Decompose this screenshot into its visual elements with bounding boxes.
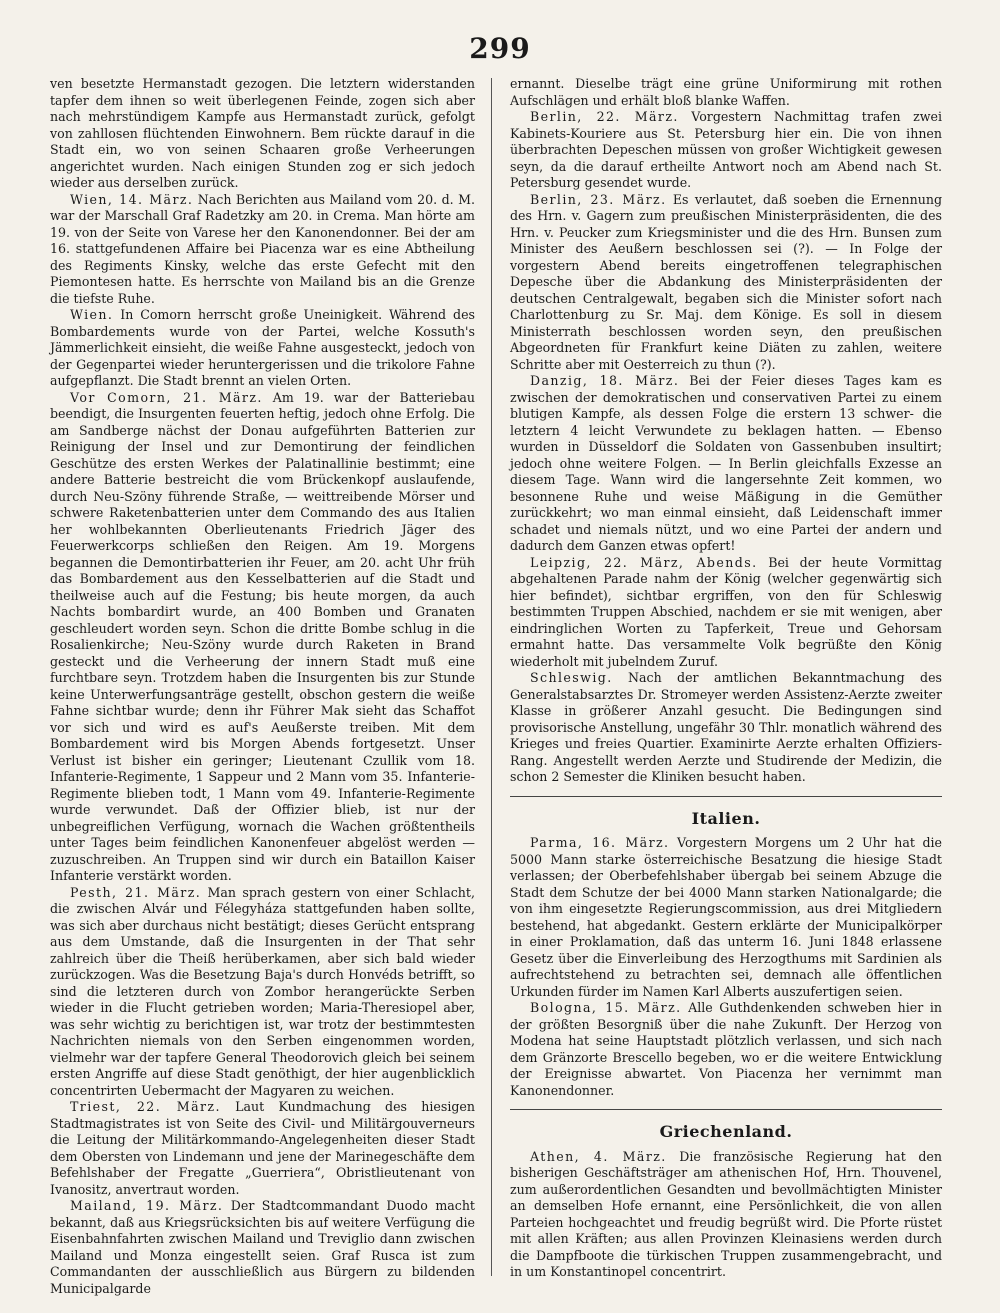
left-column	[50, 76, 475, 1297]
section-rule	[510, 796, 942, 797]
article-dateline: Triest, 22. März.	[70, 1099, 221, 1114]
article-text: Man sprach gestern von einer Schlacht, die zwischen Alvár und Félegyháza stattgefunden haben sollte, was sich aber durchaus nicht bestätigt; dieses Gerücht entsprang aus dem Umstande, daß die Insurgenten in der That sehr zahlreich über die Theiß herüberkamen, aber sich bald wieder zurückzogen. Was die Besetzung Baja's durch Honvéds betrifft, so sind die letzteren durch von Zombor herangerückte Serben wieder in die Flucht getrieben worden; Maria-Theresiopel aber, was sehr wichtig zu berichtigen ist, war trotz der bestimmtesten Nachrichten niemals von den Serben eingenommen worden, vielmehr war der tapfere General Theodorovich gleich bei seinem ersten Angriffe auf diese Stadt genöthigt, der hier augenblicklich concentrirten Uebermacht der Magyaren zu weichen.	[50, 884, 475, 1098]
right-column	[510, 76, 942, 1281]
article-dateline: Bologna, 15. März.	[530, 1000, 682, 1015]
article-dateline: Mailand, 19. März.	[70, 1198, 224, 1213]
article-dateline: Parma, 16. März.	[530, 835, 670, 850]
article	[510, 76, 942, 109]
article-text: Die französische Regierung hat den bisherigen Geschäftsträger am athenischen Hof, Hrn. Thouvenel, zum außerordentlichen Gesandten und bevollmächtigten Minister an demselben Hofe ernannt, eine Persönlichkeit, die von allen Parteien hochgeachtet und freudig begrüßt wird. Die Pforte rüstet mit allen Kräften; aus allen Provinzen Kleinasiens werden durch die Dampfboote die türkischen Truppen zusammengebracht, und in um Konstantinopel concentrirt.	[510, 1148, 942, 1279]
article	[510, 555, 942, 671]
article-text: Bei der Feier dieses Tages kam es zwischen der demokratischen und conservativen Partei zu einem blutigen Kampfe, als dessen Folge die erstern 13 schwer- die letztern 4 leicht Verwundete zu beklagen hatten. — Ebenso wurden in Düsseldorf die Soldaten von Gassenbuben insultirt; jedoch ohne weitere Folgen. — In Berlin gleichfalls Exzesse an diesem Tage. Wann wird die langersehnte Zeit kommen, wo besonnene Ruhe und weise Mäßigung in die Gemüther zurückkehrt; wo man einmal einsieht, daß Leidenschaft immer schadet und niemals nützt, und wo eine Partei der andern und dadurch dem Ganzen etwas opfert!	[510, 373, 942, 553]
article-dateline: Wien, 14. März.	[70, 191, 194, 207]
article	[510, 373, 942, 555]
section-heading-griechenland: Griechenland.	[659, 1122, 793, 1141]
page-number: 299	[469, 32, 531, 65]
article	[50, 390, 475, 885]
article	[50, 1198, 475, 1297]
article	[510, 670, 942, 786]
article-text: Nach der amtlichen Bekanntmachung des Generalstabsarztes Dr. Stromeyer werden Assistenz-Aerzte zweiter Klasse in größerer Anzahl gesucht. Die Bedingungen sind provisorische Anstellung, ungefähr 30 Thlr. monatlich während des Krieges und freies Quartier. Examinirte Aerzte erhalten Offiziers-Rang. Angestellt werden Aerzte und Studirende der Medizin, die schon 2 Semester die Kliniken besucht haben.	[510, 670, 942, 784]
article-dateline: Schleswig.	[530, 670, 613, 685]
article-text: ernannt. Dieselbe trägt eine grüne Uniformirung mit rothen Aufschlägen und erhält bloß blanke Waffen.	[510, 76, 942, 108]
article-text: In Comorn herrscht große Uneinigkeit. Während des Bombardements wurde von der Partei, welche Kossuth's Jämmerlichkeit einsieht, die weiße Fahne ausgesteckt, jedoch von der Gegenpartei wieder heruntergerissen und die trikolore Fahne aufgepflanzt. Die Stadt brennt an vielen Orten.	[50, 307, 475, 388]
article-text: Am 19. war der Batteriebau beendigt, die Insurgenten feuerten heftig, jedoch ohne Erfolg. Die am Sandberge nächst der Donau aufgeführten Batterien zur Reinigung der Insel und zur Demontirung der feindlichen Geschütze des ersten Werkes der Palatinallinie bestimmt; eine andere Batterie bestreicht die vom Brückenkopf auslaufende, durch Neu-Szöny führende Straße, — weittreibende Mörser und schwere Raketenbatterien unter dem Commando des aus Italien her wohlbekannten Oberlieutenants Friedrich Jäger des Feuerwerkcorps schließen den Reigen. Am 19. Morgens begannen die Demontirbatterien ihr Feuer, am 20. acht Uhr früh das Bombardement aus den Kesselbatterien auf die Stadt und theilweise auch auf die Festung; bis heute morgen, da auch Nachts bombardirt wurde, an 400 Bomben und Granaten geschleudert worden seyn. Schon die dritte Bombe schlug in die Rosalienkirche; Neu-Szöny wurde durch Raketen in Brand gesteckt und die Verheerung der innern Stadt muß eine furchtbare seyn. Trotzdem haben die Insurgenten bis zur Stunde keine Unterwerfungsanträge gestellt, obschon gestern die weiße Fahne sichtbar wurde; denn ihr Führer Mak sieht das Schaffot vor sich und wird es auf's Aeußerste treiben. Mit dem Bombardement wird bis Morgen Abends fortgesetzt. Unser Verlust ist bisher ein geringer; Lieutenant Czullik vom 18. Infanterie-Regimente, 1 Sappeur und 2 Mann vom 35. Infanterie-Regimente blieben todt, 1 Mann vom 49. Infanterie-Regimente wurde verwundet. Daß der Offizier blieb, ist nur der unbegreiflichen Verfügung, wornach die Wachen größtentheils unter Tages beim feindlichen Kanonenfeuer abgelöst werden — zuzuschreiben. An Truppen sind wir durch ein Bataillon Kaiser Infanterie verstärkt worden.	[50, 389, 475, 883]
article-dateline: Athen, 4. März.	[530, 1148, 667, 1164]
section-rule	[510, 1109, 942, 1110]
article-text: ven besetzte Hermanstadt gezogen. Die letztern widerstanden tapfer dem ihnen so weit überlegenen Feinde, zogen sich aber nach mehrstündigem Kampfe aus Hermanstadt zurück, gefolgt von zahllosen flüchtenden Einwohnern. Bem rückte darauf in die Stadt ein, wo von seinen Schaaren große Verheerungen angerichtet wurden. Nach einigen Stunden zog er sich jedoch wieder aus derselben zurück.	[50, 76, 475, 190]
article	[50, 307, 475, 390]
article-text: Vorgestern Morgens um 2 Uhr hat die 5000 Mann starke österreichische Besatzung die hiesige Stadt verlassen; der Oberbefehlshaber übergab bei seinem Abzuge die Stadt dem Schutze der bei 4000 Mann starken Nationalgarde; die von ihm eingesetzte Regierungscommission, aus drei Mitgliedern bestehend, hat abgedankt. Gestern erklärte der Municipalkörper in einer Proklamation, daß das unterm 16. Juni 1848 erlassene Gesetz über die Einverleibung des Herzogthums mit Sardinien als aufrechtstehend zu betrachten sei, demnach alle öffentlichen Urkunden fürder im Namen Karl Alberts auszufertigen seien.	[510, 835, 942, 999]
article	[510, 835, 942, 1000]
article-dateline: Danzig, 18. März.	[530, 373, 680, 388]
article-text: Der Stadtcommandant Duodo macht bekannt, daß aus Kriegsrücksichten bis auf weitere Verfügung die Eisenbahnfahrten zwischen Mailand und Treviglio dann zwischen Mailand und Monza eingestellt seien. Graf Rusca ist zum Commandanten der ausschließlich aus Bürgern zu bildenden Municipalgarde	[50, 1198, 475, 1296]
article-text: Laut Kundmachung des hiesigen Stadtmagistrates ist von Seite des Civil- und Militärgouverneurs die Leitung der Militärkommando-Angelegenheiten dieser Stadt dem Obersten von Lindemann und jene der Marinegeschäfte dem Befehlshaber der Fregatte „Guerriera“, Obristlieutenant von Ivanositz, anvertraut worden.	[50, 1099, 475, 1197]
article-dateline: Wien.	[70, 307, 114, 322]
article	[50, 192, 475, 308]
article-dateline: Leipzig, 22. März, Abends.	[530, 554, 758, 570]
column-divider	[491, 78, 492, 1276]
article	[50, 885, 475, 1100]
article-dateline: Pesth, 21. März.	[70, 884, 202, 900]
article	[510, 1000, 942, 1099]
article-dateline: Vor Comorn, 21. März.	[70, 389, 263, 405]
article	[510, 1149, 942, 1281]
article	[50, 76, 475, 192]
article	[510, 109, 942, 192]
section-heading-italien: Italien.	[691, 808, 761, 828]
article-text: Nach Berichten aus Mailand vom 20. d. M. war der Marschall Graf Radetzky am 20. in Crema. Man hörte am 19. von der Seite von Varese her den Kanonendonner. Bei der am 16. stattgefundenen Affaire bei Piacenza war es eine Abtheilung des Regiments Kinsky, welche das erste Gefecht mit den Piemontesen hatte. Es herrschte von Mailand bis an die Grenze die tiefste Ruhe.	[50, 191, 475, 306]
article-text: Es verlautet, daß soeben die Ernennung des Hrn. v. Gagern zum preußischen Ministerpräsidenten, die des Hrn. v. Peucker zum Kriegsminister und die des Hrn. Bunsen zum Minister des Aeußern beschlossen sei (?). — In Folge der vorgestern Abend bereits eingetroffenen telegraphischen Depesche über die Abdankung des Ministerpräsidenten der deutschen Centralgewalt, begaben sich die Minister sofort nach Charlottenburg zu Sr. Maj. dem Könige. Es soll in diesem Ministerrath beschlossen worden seyn, den preußischen Abgeordneten für Frankfurt keine Diäten zu zahlen, weitere Schritte aber mit Oesterreich zu thun (?).	[510, 191, 943, 372]
article-text: Vorgestern Nachmittag trafen zwei Kabinets-Kouriere aus St. Petersburg hier ein. Die von ihnen überbrachten Depeschen müssen von großer Wichtigkeit gewesen seyn, da die darauf ertheilte Antwort noch am Abend nach St. Petersburg gesendet wurde.	[510, 109, 942, 190]
article-text: Alle Guthdenkenden schweben hier in der größten Besorgniß über die nahe Zukunft. Der Herzog von Modena hat seine Hauptstadt plötzlich verlassen, und sich nach dem Gränzorte Brescello begeben, wo er die weitere Entwicklung der Ereignisse abwartet. Von Piacenza her vernimmt man Kanonendonner.	[510, 1000, 942, 1098]
article-dateline: Berlin, 23. März.	[530, 191, 667, 207]
article	[50, 1099, 475, 1198]
article-text: Bei der heute Vormittag abgehaltenen Parade nahm der König (welcher gegenwärtig sich hier befindet), sichtbar ergriffen, von den für Schleswig bestimmten Truppen Abschied, nachdem er sie mit wenigen, aber eindringlichen Worten zu Tapferkeit, Treue und Gehorsam ermahnt hatte. Das versammelte Volk begrüßte den König wiederholt mit jubelndem Zuruf.	[510, 554, 942, 669]
article-dateline: Berlin, 22. März.	[530, 109, 679, 124]
article	[510, 192, 942, 374]
